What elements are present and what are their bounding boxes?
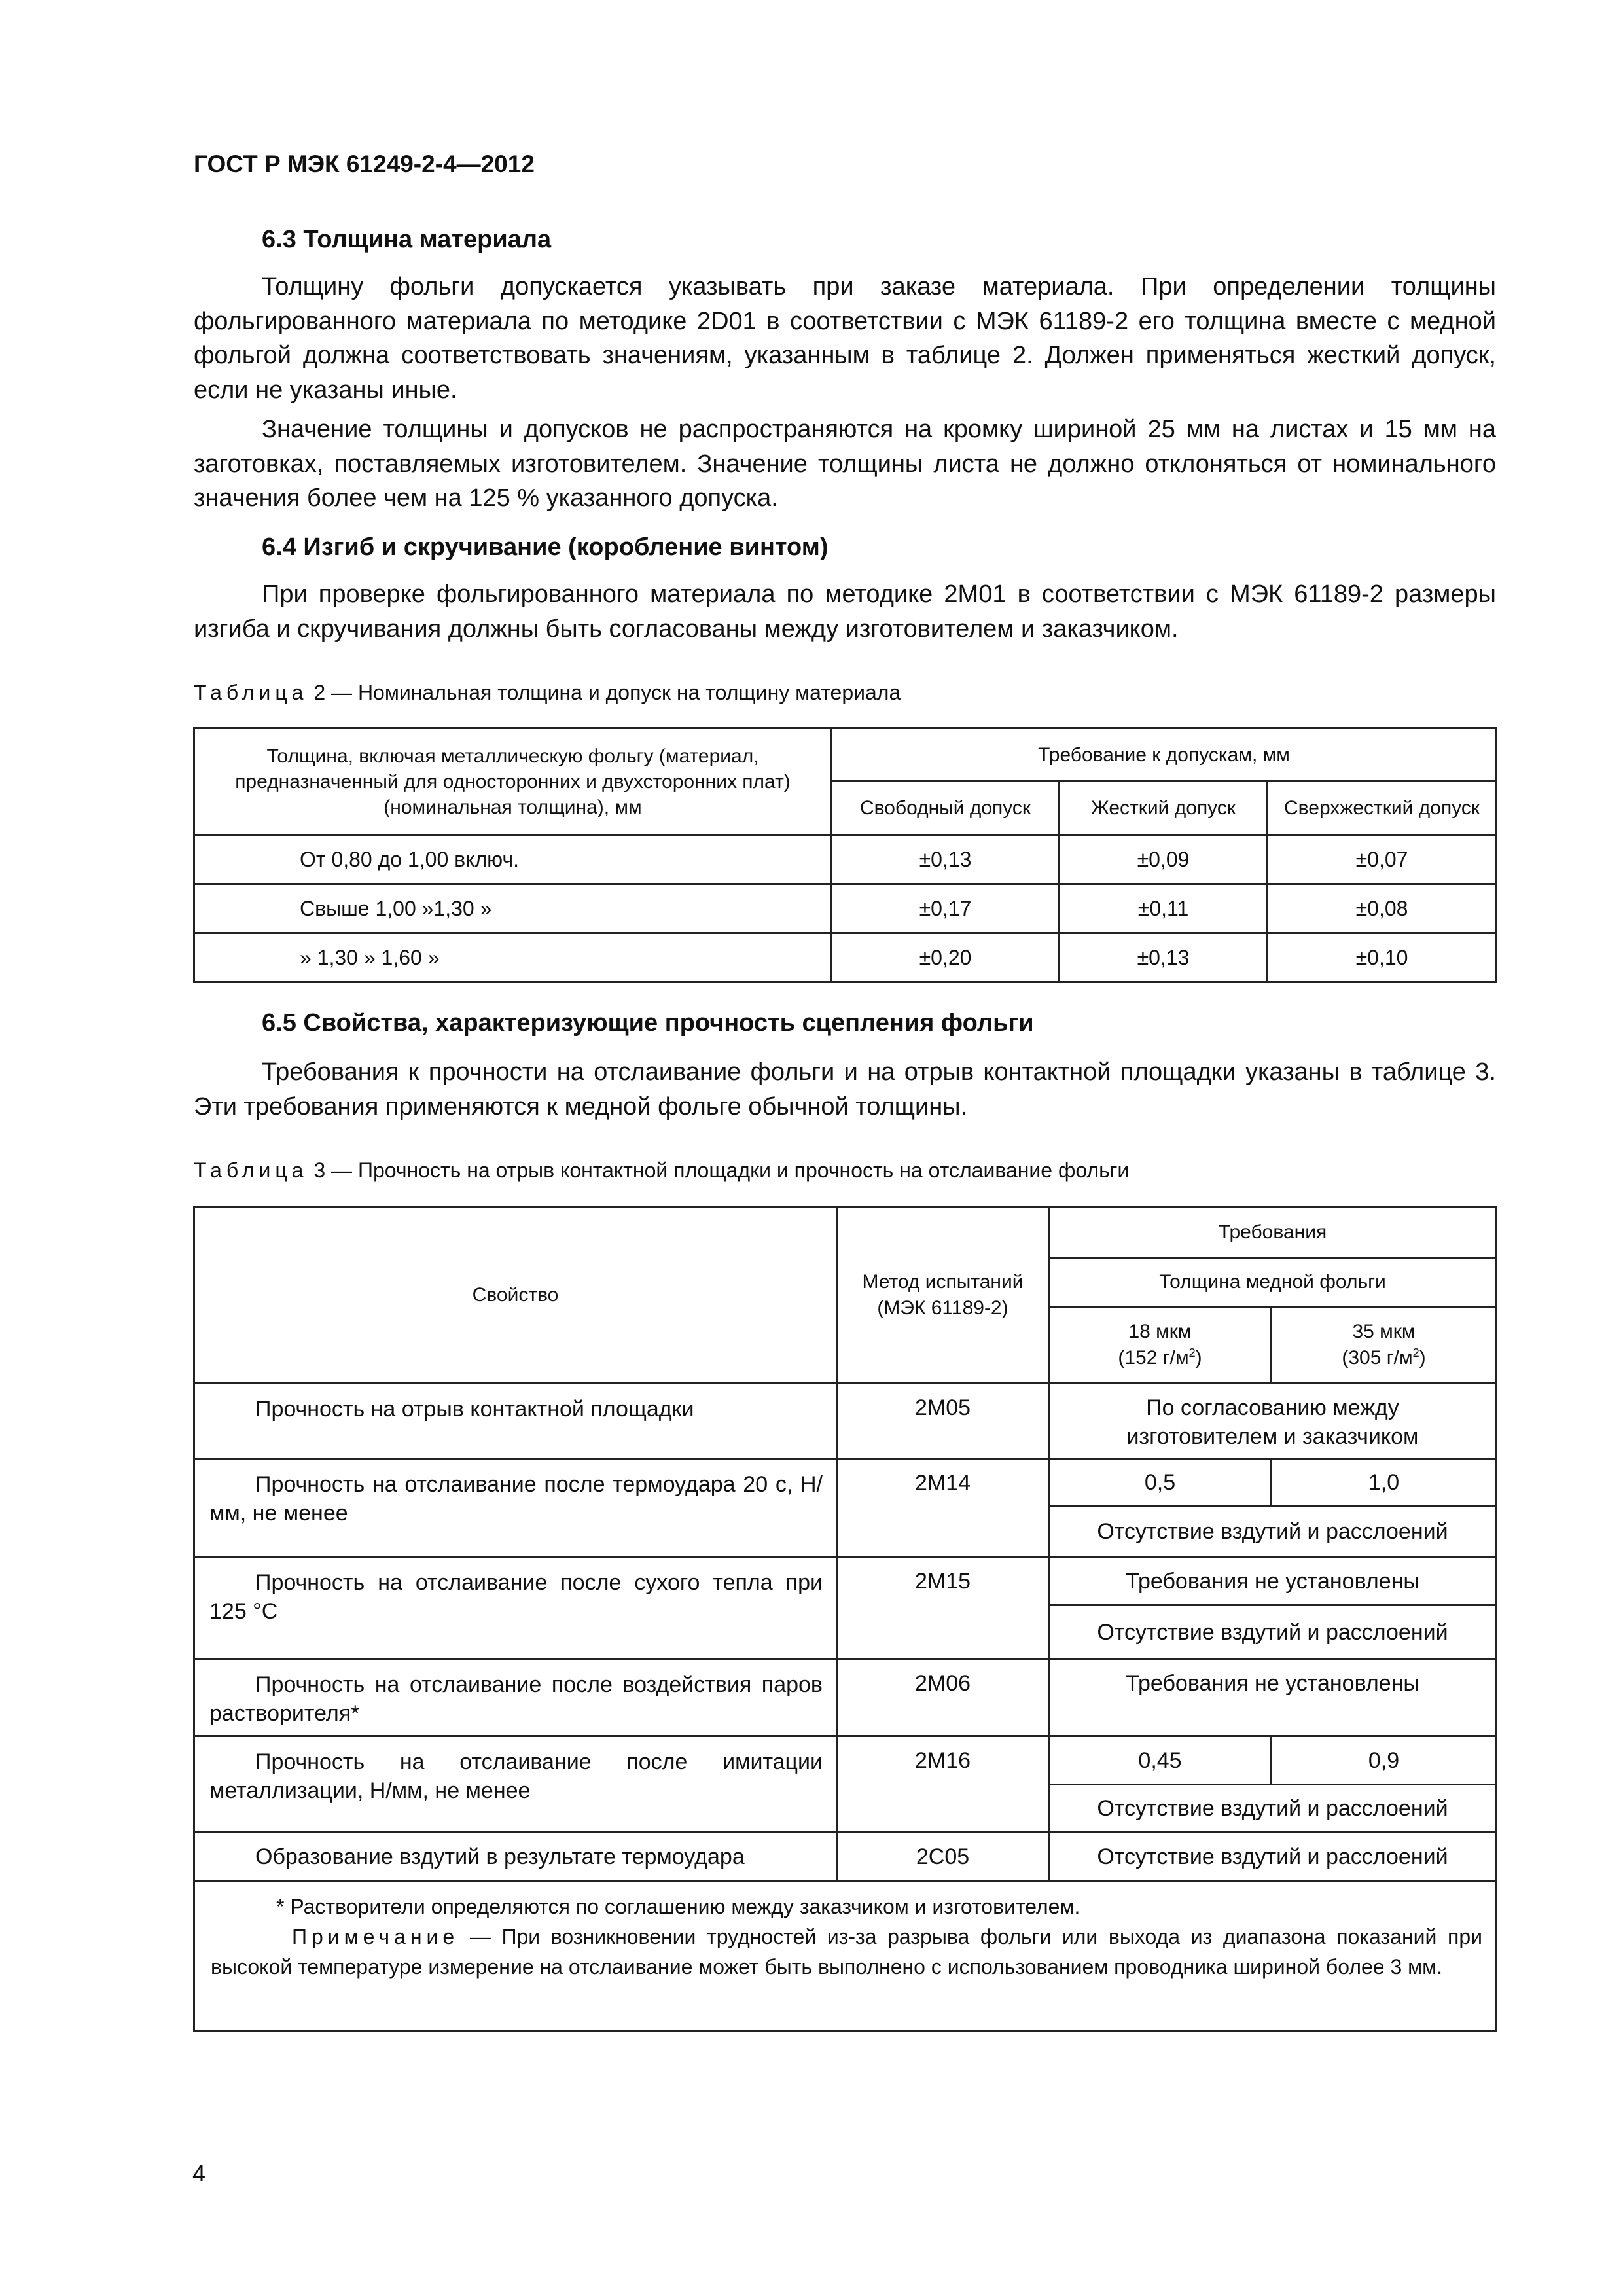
section-6-3-title: 6.3 Толщина материала: [262, 226, 552, 253]
table-3-cell-property: Образование вздутий в результате термоудара: [194, 1833, 837, 1882]
section-6-4-paragraph-1: При проверке фольгированного материала по методике 2М01 в соответствии с МЭК 61189-2 размеры изгиба и скручивания должны быть согласованы между изготовителем и заказчиком.: [194, 581, 1496, 643]
table-3-cell-property: Прочность на отслаивание после имитации металлизации, Н/мм, не менее: [194, 1736, 837, 1833]
table-3-cell-35um: 1,0: [1272, 1459, 1497, 1507]
table-2-cell-hard: ±0,13: [1060, 933, 1268, 982]
table-3-caption-prefix: Таблица: [194, 1158, 308, 1182]
table-2-caption-text: 2 — Номинальная толщина и допуск на толщину материала: [313, 681, 901, 704]
table-2-header-free: Свободный допуск: [832, 781, 1060, 835]
table-3-cell-method: 2М14: [837, 1459, 1049, 1557]
table-2-caption: [194, 681, 901, 705]
table-3-header-18um-label: 18 мкм: [1128, 1321, 1192, 1342]
table-3-note-text: — При возникновении трудностей из-за разрыва фольги или выхода из диапазона показаний при высокой температуре измерение на отслаивание может быть выполнено с использованием проводника шириной более 3 мм.: [211, 1925, 1483, 1979]
table-3-header-35um: [1272, 1307, 1497, 1384]
table-3-caption: [194, 1158, 1129, 1183]
table-3-cell-property: Прочность на отслаивание после воздействия паров растворителя*: [194, 1659, 837, 1736]
page-number: 4: [192, 2160, 206, 2187]
table-3-cell-property: Прочность на отслаивание после сухого тепла при 125 °C: [194, 1557, 837, 1659]
table-3-cell-method: 2С05: [837, 1833, 1049, 1882]
table-3-cell-requirement: По согласованию между изготовителем и заказчиком: [1049, 1384, 1497, 1459]
table-3-header-property: Свойство: [194, 1208, 837, 1384]
table-2-cell-hard: ±0,09: [1060, 835, 1268, 884]
table-3-footnote: * Растворители определяются по соглашению между заказчиком и изготовителем.: [276, 1895, 1080, 1918]
table-3-caption-text: 3 — Прочность на отрыв контактной площадки и прочность на отслаивание фольги: [313, 1158, 1130, 1182]
table-2-cell-extra: ±0,07: [1268, 835, 1497, 884]
table-row: [194, 1659, 1497, 1736]
table-3-cell-requirement: Требования не установлены: [1049, 1659, 1497, 1736]
table-row: [194, 835, 1497, 884]
table-row: [194, 1736, 1497, 1785]
table-3-cell-requirement: Отсутствие вздутий и расслоений: [1049, 1507, 1497, 1557]
table-2-header-requirements: Требование к допускам, мм: [832, 728, 1497, 781]
table-3-cell-requirement: Требования не установлены: [1049, 1557, 1497, 1605]
section-6-3-paragraph-1: Толщину фольги допускается указывать при заказе материала. При определении толщины фольгированного материала по методике 2D01 в соответствии с МЭК 61189-2 его толщина вместе с медной фольгой должна соответствовать значениям, указанным в таблице 2. Должен применяться жесткий допуск, если не указаны иные.: [194, 273, 1496, 404]
table-3-note: [211, 1922, 1482, 1982]
table-2-cell-free: ±0,13: [832, 835, 1060, 884]
table-3-cell-method: 2М15: [837, 1557, 1049, 1659]
table-3-cell-property: Прочность на отслаивание после термоудара 20 с, Н/мм, не менее: [194, 1459, 837, 1557]
table-2-cell-extra: ±0,08: [1268, 884, 1497, 933]
table-row: [194, 1459, 1497, 1507]
section-6-3-paragraph-2: Значение толщины и допусков не распространяются на кромку шириной 25 мм на листах и 15 мм на заготовках, поставляемых изготовителем. Значение толщины листа не должно отклоняться от номинального значения более чем на 125 % указанного допуска.: [194, 416, 1496, 512]
table-2-header-thickness: Толщина, включая металлическую фольгу (материал, предназначенный для односторонних и двухсторонних плат) (номинальная толщина), мм: [194, 728, 832, 835]
table-3-header-foil-thickness: Толщина медной фольги: [1049, 1258, 1497, 1307]
table-3-header-35um-label: 35 мкм: [1352, 1321, 1416, 1342]
table-3-cell-method: 2М05: [837, 1384, 1049, 1459]
table-3-header-method: Метод испытаний (МЭК 61189-2): [837, 1208, 1049, 1384]
table-3-cell-18um: 0,5: [1049, 1459, 1272, 1507]
table-2-cell-free: ±0,20: [832, 933, 1060, 982]
table-3-cell-35um: 0,9: [1272, 1736, 1497, 1785]
table-3-cell-18um: 0,45: [1049, 1736, 1272, 1785]
section-6-5-paragraph-1: Требования к прочности на отслаивание фольги и на отрыв контактной площадки указаны в таблице 3. Эти требования применяются к медной фольге обычной толщины.: [194, 1058, 1496, 1121]
document-header: ГОСТ Р МЭК 61249-2-4—2012: [194, 151, 535, 177]
table-2: [193, 727, 1497, 983]
table-2-cell-free: ±0,17: [832, 884, 1060, 933]
table-2-header-extra: Сверхжесткий допуск: [1268, 781, 1497, 835]
table-row: [194, 933, 1497, 982]
table-2-cell-thickness: Свыше 1,00 »1,30 »: [194, 884, 832, 933]
table-3-footer: [194, 1882, 1497, 2031]
table-3-note-prefix: Примечание: [292, 1925, 459, 1948]
table-2-cell-thickness: » 1,30 » 1,60 »: [194, 933, 832, 982]
table-3-header-requirements: Требования: [1049, 1208, 1497, 1258]
table-2-cell-extra: ±0,10: [1268, 933, 1497, 982]
table-3-cell-property: Прочность на отрыв контактной площадки: [194, 1384, 837, 1459]
table-3-cell-requirement: Отсутствие вздутий и расслоений: [1049, 1833, 1497, 1882]
table-row: [194, 1384, 1497, 1459]
table-row: [194, 1557, 1497, 1605]
table-2-caption-prefix: Таблица: [194, 681, 308, 704]
table-3-cell-method: 2М16: [837, 1736, 1049, 1833]
table-2-cell-thickness: От 0,80 до 1,00 включ.: [194, 835, 832, 884]
table-row: [194, 884, 1497, 933]
table-2-cell-hard: ±0,11: [1060, 884, 1268, 933]
table-3-header-35um-mass: (305 $г/м^2$): [1342, 1346, 1426, 1369]
table-3-cell-requirement: Отсутствие вздутий и расслоений: [1049, 1605, 1497, 1659]
table-3-header-18um-mass: (152 $г/м^2$): [1118, 1346, 1202, 1369]
table-3-cell-requirement: Отсутствие вздутий и расслоений: [1049, 1785, 1497, 1833]
section-6-5-title: 6.5 Свойства, характеризующие прочность сцепления фольги: [262, 1009, 1034, 1037]
table-3-cell-method: 2М06: [837, 1659, 1049, 1736]
table-3: [193, 1206, 1497, 2032]
table-row: [194, 1833, 1497, 1882]
table-2-header-hard: Жесткий допуск: [1060, 781, 1268, 835]
section-6-4-title: 6.4 Изгиб и скручивание (коробление винтом): [262, 533, 829, 561]
table-3-header-18um: [1049, 1307, 1272, 1384]
